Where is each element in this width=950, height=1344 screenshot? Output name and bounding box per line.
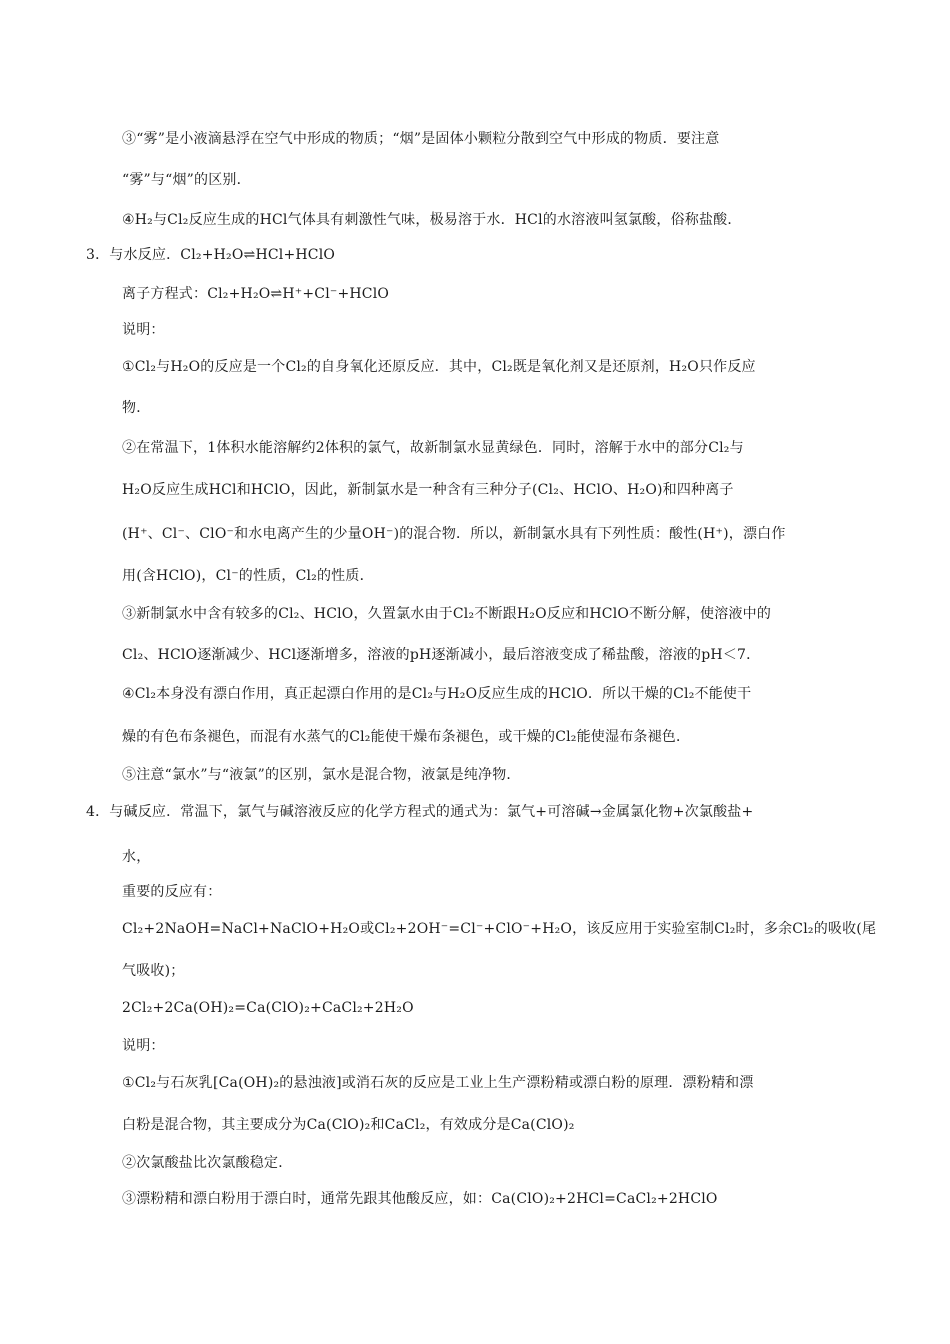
paragraph-line: ④H₂与Cl₂反应生成的HCl气体具有刺激性气味，极易溶于水．HCl的水溶液叫氢氯酸，俗称盐酸． (122, 212, 742, 228)
paragraph-line: ⑤注意“氯水”与“液氯”的区别，氯水是混合物，液氯是纯净物． (122, 767, 521, 783)
paragraph-line: ②在常温下，1体积水能溶解约2体积的氯气，故新制氯水显黄绿色．同时，溶解于水中的部分Cl₂与 (122, 440, 744, 456)
paragraph-line: ③“雾”是小液滴悬浮在空气中形成的物质；“烟”是固体小颗粒分散到空气中形成的物质．要注意 (122, 131, 720, 147)
paragraph-line: ②次氯酸盐比次氯酸稳定． (122, 1155, 293, 1171)
paragraph-line: 离子方程式：Cl₂+H₂O⇌H⁺+Cl⁻+HClO (122, 286, 390, 302)
paragraph-line: ①Cl₂与H₂O的反应是一个Cl₂的自身氧化还原反应．其中，Cl₂既是氧化剂又是还原剂，H₂O只作反应 (122, 359, 756, 375)
paragraph-line: ①Cl₂与石灰乳[Ca(OH)₂的悬浊液]或消石灰的反应是工业上生产漂粉精或漂白粉的原理．漂粉精和漂 (122, 1075, 754, 1091)
section-heading: 4．与碱反应．常温下，氯气与碱溶液反应的化学方程式的通式为：氯气+可溶碱→金属氯化物+次氯酸盐+ (86, 804, 754, 820)
paragraph-line: “雾”与“烟”的区别． (122, 172, 251, 188)
paragraph-line: H₂O反应生成HCl和HClO，因此，新制氯水是一种含有三种分子(Cl₂、HClO、H₂O)和四种离子 (122, 482, 734, 498)
section-heading: 3．与水反应．Cl₂+H₂O⇌HCl+HClO (86, 247, 336, 263)
equation-line: 2Cl₂+2Ca(OH)₂=Ca(ClO)₂+CaCl₂+2H₂O (122, 1000, 414, 1016)
paragraph-line: 说明： (122, 1038, 165, 1054)
paragraph-line: (H⁺、Cl⁻、ClO⁻和水电离产生的少量OH⁻)的混合物．所以，新制氯水具有下列性质：酸性(H⁺)，漂白作 (122, 526, 786, 542)
paragraph-line: 水， (122, 849, 151, 865)
paragraph-line: 燥的有色布条褪色，而混有水蒸气的Cl₂能使干燥布条褪色，或干燥的Cl₂能使湿布条褪色． (122, 729, 691, 745)
paragraph-line: Cl₂+2NaOH=NaCl+NaClO+H₂O或Cl₂+2OH⁻=Cl⁻+ClO⁻+H₂O，该反应用于实验室制Cl₂时，多余Cl₂的吸收(尾 (122, 921, 877, 937)
paragraph-line: 白粉是混合物，其主要成分为Ca(ClO)₂和CaCl₂，有效成分是Ca(ClO)₂ (122, 1117, 575, 1133)
paragraph-line: 物． (122, 400, 151, 416)
paragraph-line: 用(含HClO)，Cl⁻的性质，Cl₂的性质． (122, 568, 374, 584)
paragraph-line: Cl₂、HClO逐渐减少、HCl逐渐增多，溶液的pH逐渐减小，最后溶液变成了稀盐酸，溶液的pH＜7． (122, 647, 761, 663)
paragraph-line: 气吸收)； (122, 963, 185, 979)
paragraph-line: 说明： (122, 322, 165, 338)
paragraph-line: 重要的反应有： (122, 884, 222, 900)
paragraph-line: ③新制氯水中含有较多的Cl₂、HClO，久置氯水由于Cl₂不断跟H₂O反应和HClO不断分解，使溶液中的 (122, 606, 772, 622)
paragraph-line: ③漂粉精和漂白粉用于漂白时，通常先跟其他酸反应，如：Ca(ClO)₂+2HCl=CaCl₂+2HClO (122, 1191, 718, 1207)
paragraph-line: ④Cl₂本身没有漂白作用，真正起漂白作用的是Cl₂与H₂O反应生成的HClO．所以干燥的Cl₂不能使干 (122, 686, 752, 702)
